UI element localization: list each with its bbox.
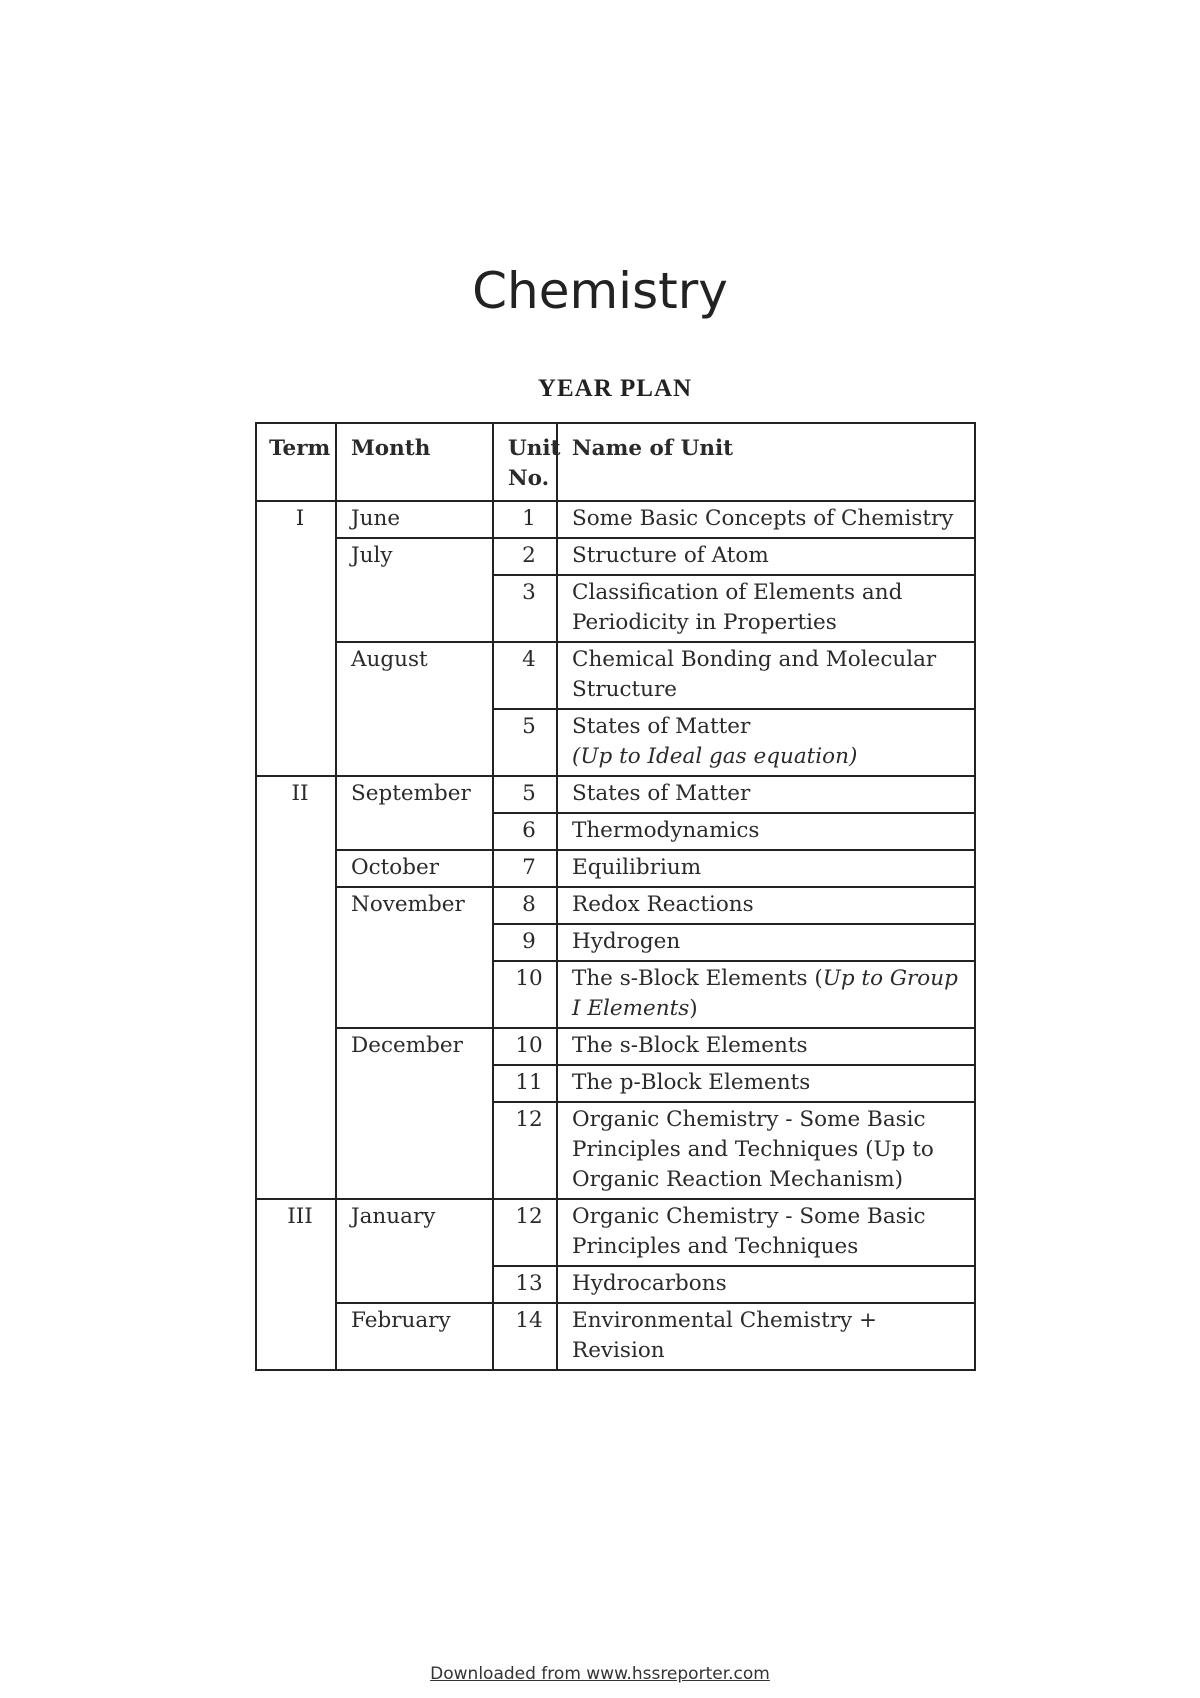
term-cell: II (256, 776, 336, 1199)
unit-name-cell: Redox Reactions (557, 887, 975, 924)
unit-name-cell: Thermodynamics (557, 813, 975, 850)
header-row (256, 423, 975, 501)
unit-name-cell (557, 709, 975, 776)
month-cell: January (336, 1199, 493, 1303)
unit-name-cell: Structure of Atom (557, 538, 975, 575)
unit-name-cell: Some Basic Concepts of Chemistry (557, 501, 975, 538)
table-row (256, 538, 975, 575)
table-row (256, 1303, 975, 1370)
unit-name-cell: States of Matter (557, 776, 975, 813)
header-unit-no: Unit No. (493, 423, 557, 501)
unit-name-cell: Organic Chemistry - Some Basic Principles and Techniques (557, 1199, 975, 1266)
table-row (256, 887, 975, 924)
unit-no-cell: 3 (493, 575, 557, 642)
unit-name-text: The s-Block Elements ( (572, 966, 823, 991)
unit-no-cell: 6 (493, 813, 557, 850)
table-row (256, 1028, 975, 1065)
header-term: Term (256, 423, 336, 501)
unit-name-cell: Equilibrium (557, 850, 975, 887)
unit-name-text: States of Matter (572, 714, 751, 739)
unit-no-cell: 5 (493, 709, 557, 776)
unit-name-cell: Environmental Chemistry + Revision (557, 1303, 975, 1370)
unit-no-cell: 7 (493, 850, 557, 887)
unit-no-cell: 12 (493, 1102, 557, 1199)
unit-no-cell: 13 (493, 1266, 557, 1303)
header-month: Month (336, 423, 493, 501)
unit-no-cell: 9 (493, 924, 557, 961)
month-cell: February (336, 1303, 493, 1370)
unit-no-cell: 10 (493, 1028, 557, 1065)
month-cell: June (336, 501, 493, 538)
page-title: Chemistry (472, 262, 728, 320)
table-row (256, 501, 975, 538)
month-cell: November (336, 887, 493, 1028)
term-cell: I (256, 501, 336, 776)
unit-no-cell: 1 (493, 501, 557, 538)
unit-name-cell (557, 961, 975, 1028)
page-subtitle: YEAR PLAN (537, 375, 693, 402)
year-plan-table (255, 422, 976, 1371)
unit-no-cell: 5 (493, 776, 557, 813)
unit-no-cell: 8 (493, 887, 557, 924)
month-cell: October (336, 850, 493, 887)
month-cell: September (336, 776, 493, 850)
unit-no-cell: 12 (493, 1199, 557, 1266)
unit-name-cell: Organic Chemistry - Some Basic Principles and Techniques (Up to Organic Reaction Mechanism) (557, 1102, 975, 1199)
unit-name-cell: Hydrogen (557, 924, 975, 961)
table-row (256, 776, 975, 813)
unit-name-cell: Chemical Bonding and Molecular Structure (557, 642, 975, 709)
footer-source-link[interactable]: Downloaded from www.hssreporter.com (430, 1664, 770, 1684)
month-cell: August (336, 642, 493, 776)
unit-name-suffix: ) (689, 996, 698, 1021)
header-unit-name: Name of Unit (557, 423, 975, 501)
unit-name-cell: Hydrocarbons (557, 1266, 975, 1303)
table-row (256, 850, 975, 887)
unit-name-cell: The p-Block Elements (557, 1065, 975, 1102)
table-row (256, 642, 975, 709)
unit-name-cell: The s-Block Elements (557, 1028, 975, 1065)
term-cell: III (256, 1199, 336, 1370)
unit-no-cell: 14 (493, 1303, 557, 1370)
unit-name-note: Up to Group I Elements (572, 966, 958, 1021)
unit-no-cell: 2 (493, 538, 557, 575)
month-cell: December (336, 1028, 493, 1199)
unit-no-cell: 4 (493, 642, 557, 709)
month-cell: July (336, 538, 493, 642)
unit-name-cell: Classification of Elements and Periodicity in Properties (557, 575, 975, 642)
unit-no-cell: 11 (493, 1065, 557, 1102)
unit-no-cell: 10 (493, 961, 557, 1028)
unit-name-note: (Up to Ideal gas equation) (572, 744, 858, 769)
table-row (256, 1199, 975, 1266)
